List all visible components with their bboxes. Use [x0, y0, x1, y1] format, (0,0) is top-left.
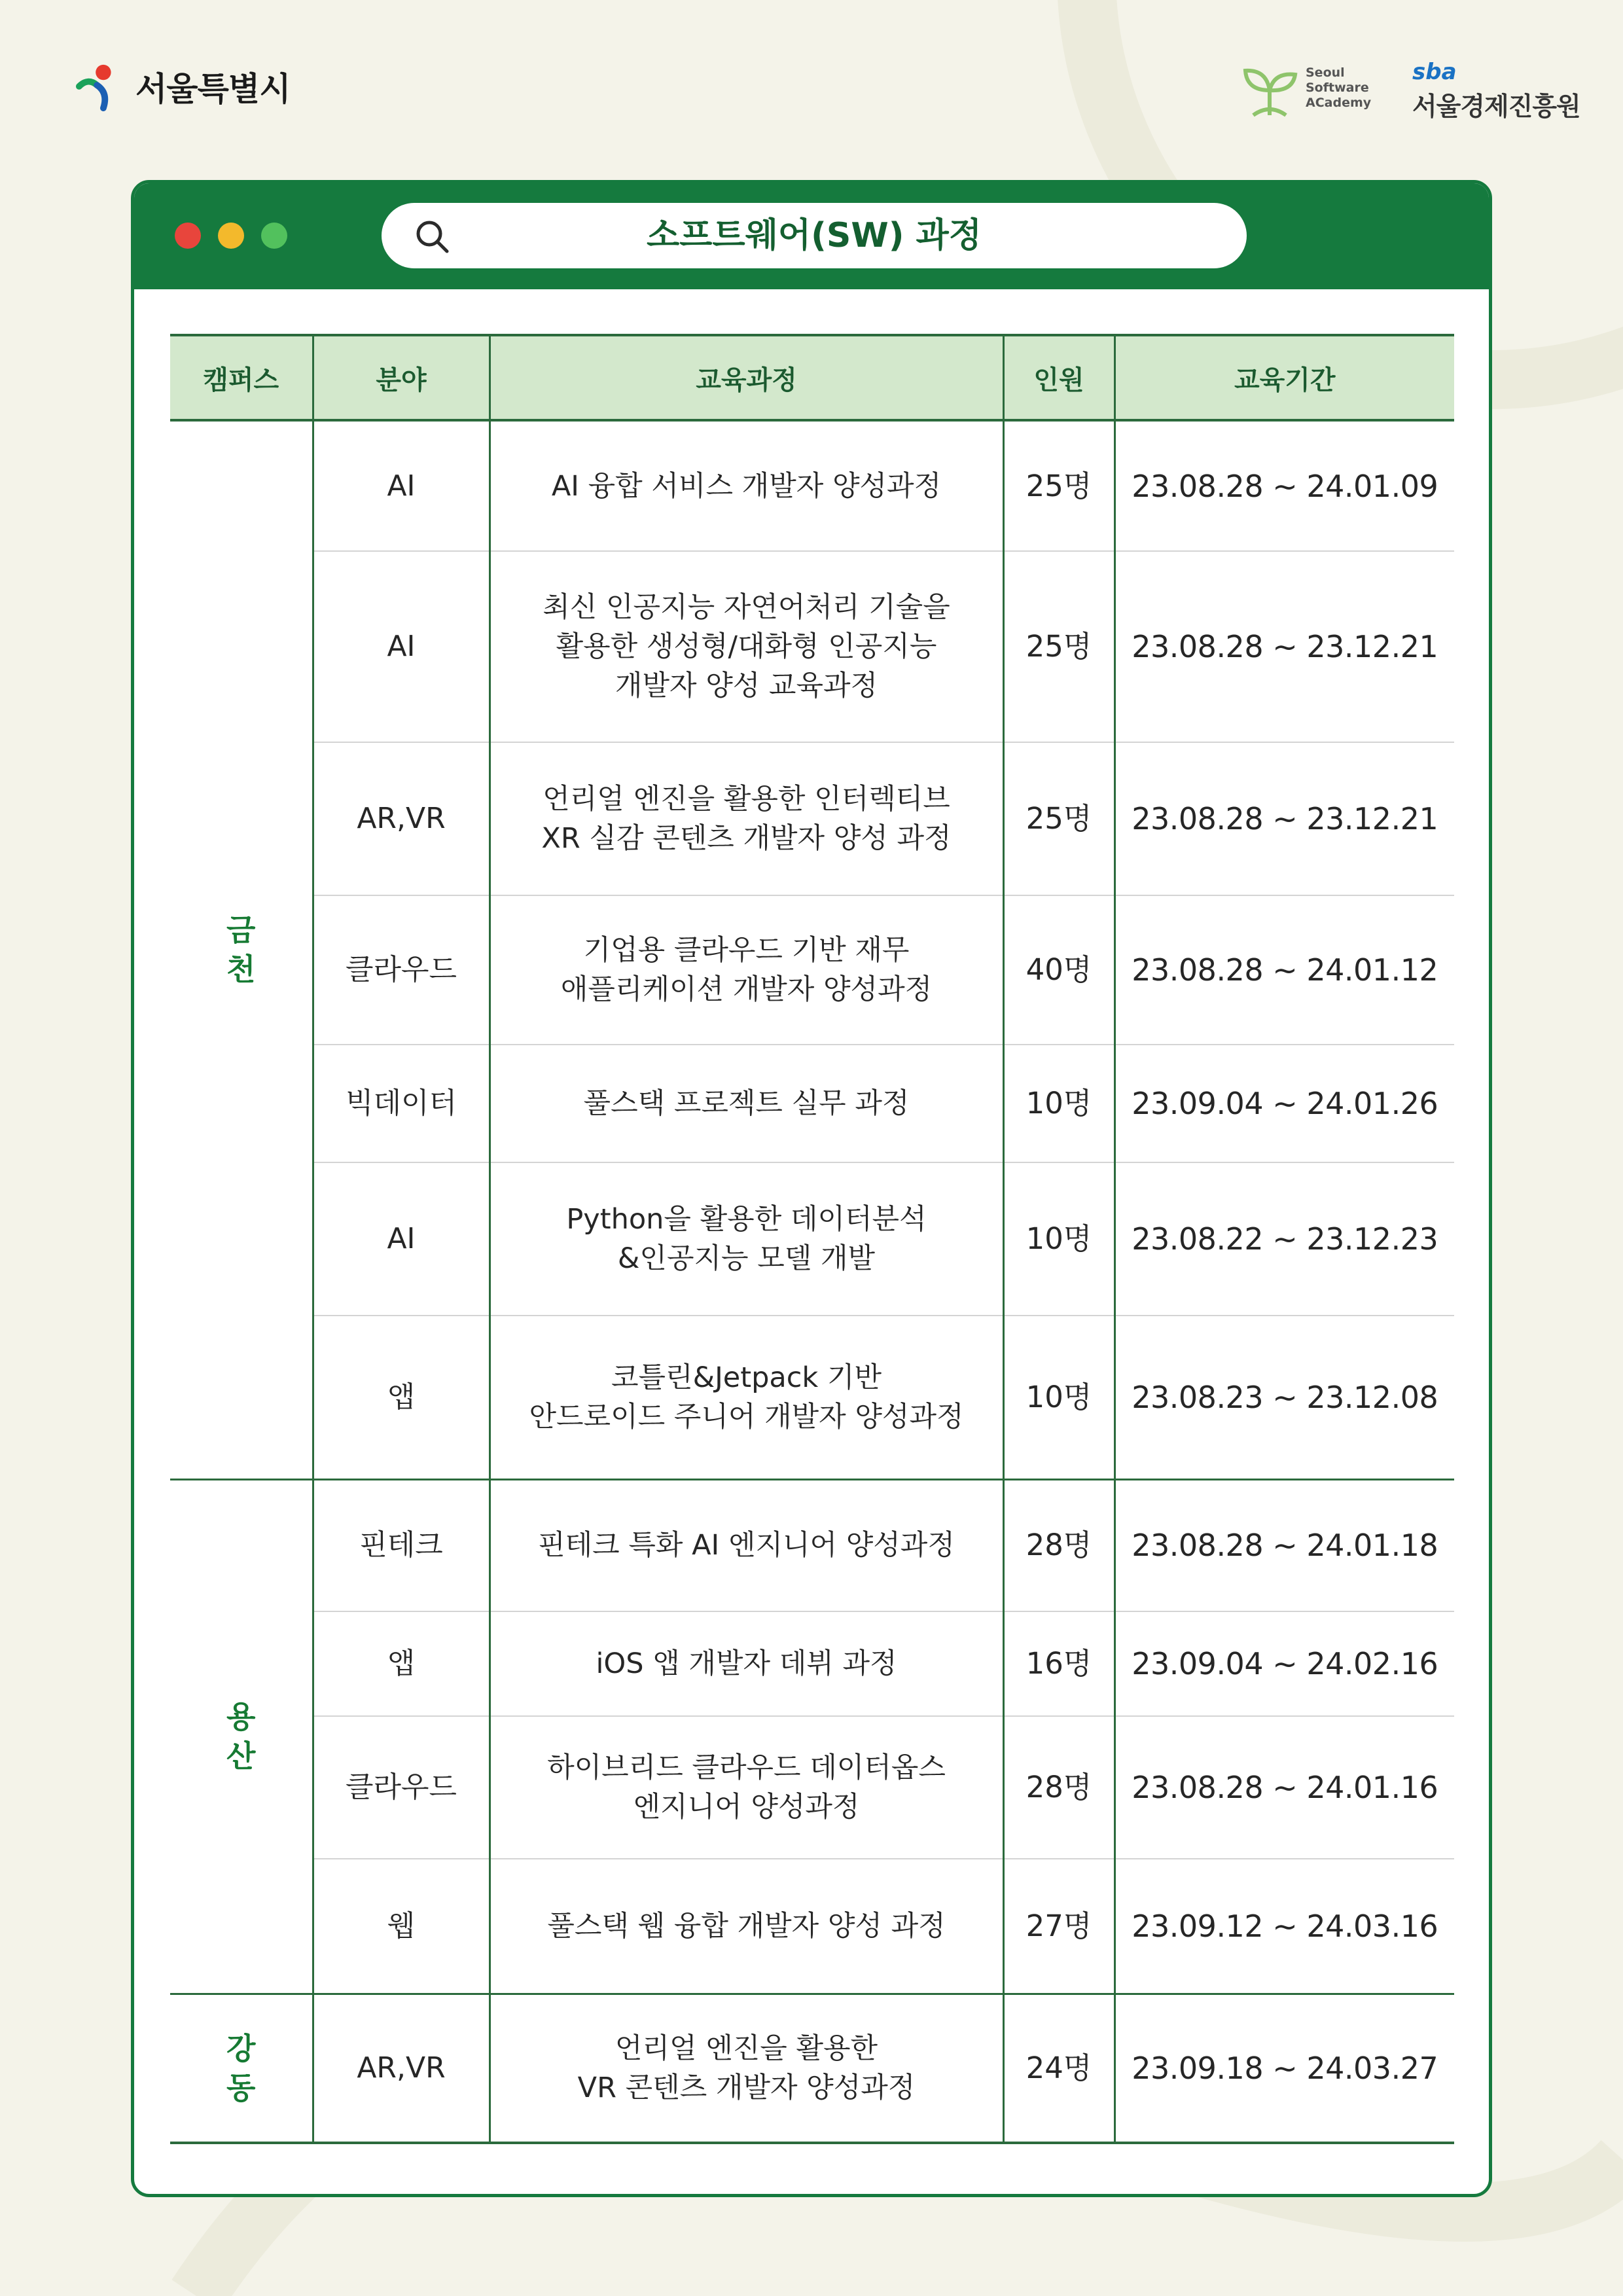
window-maximize-dot — [261, 223, 287, 249]
course-line: 엔지니어 양성과정 — [633, 1791, 860, 1823]
cell-period: 23.09.04 ~ 24.01.26 — [1115, 1045, 1454, 1162]
page-header — [0, 0, 1623, 170]
cell-field: 클라우드 — [313, 895, 490, 1045]
course-line: 기업용 클라우드 기반 재무 — [583, 934, 910, 967]
cell-count: 28명 — [1003, 1716, 1115, 1859]
cell-course — [490, 895, 1003, 1045]
cell-field: AI — [313, 1162, 490, 1316]
cell-course — [490, 420, 1003, 551]
table-row — [170, 1611, 1454, 1716]
table-row — [170, 1316, 1454, 1479]
cell-course — [490, 1479, 1003, 1611]
cell-field: AR,VR — [313, 1994, 490, 2143]
cell-period: 23.09.18 ~ 24.03.27 — [1115, 1994, 1454, 2143]
cell-course — [490, 1716, 1003, 1859]
table-row — [170, 551, 1454, 742]
course-line: 코틀린&Jetpack 기반 — [611, 1361, 882, 1394]
cell-course — [490, 1162, 1003, 1316]
cell-field: 클라우드 — [313, 1716, 490, 1859]
ssa-line-2: Software — [1306, 80, 1369, 95]
window-minimize-dot — [218, 223, 244, 249]
table-row — [170, 1162, 1454, 1316]
cell-field: 웹 — [313, 1859, 490, 1994]
table-header-row — [170, 335, 1454, 420]
table-row — [170, 1716, 1454, 1859]
table-body — [170, 420, 1454, 2143]
sba-logo — [1412, 60, 1580, 123]
cell-count: 10명 — [1003, 1316, 1115, 1479]
cell-course — [490, 1994, 1003, 2143]
cell-field: 핀테크 — [313, 1479, 490, 1611]
cell-field: AR,VR — [313, 742, 490, 895]
course-line: XR 실감 콘텐츠 개발자 양성 과정 — [541, 822, 952, 855]
table-row — [170, 420, 1454, 551]
course-line: 애플리케이션 개발자 양성과정 — [560, 973, 933, 1006]
seoul-logo-text: 서울특별시 — [135, 70, 291, 108]
header-count: 인원 — [1003, 335, 1115, 420]
course-line: VR 콘텐츠 개발자 양성과정 — [577, 2071, 916, 2104]
course-line: 활용한 생성형/대화형 인공지능 — [556, 630, 937, 663]
course-line: AI 융합 서비스 개발자 양성과정 — [551, 469, 942, 503]
seoul-logo — [75, 60, 291, 113]
cell-period: 23.08.28 ~ 24.01.09 — [1115, 420, 1454, 551]
ssa-logo-text — [1306, 65, 1371, 111]
course-window — [131, 180, 1492, 2197]
ssa-sprout-icon — [1240, 58, 1299, 118]
window-titlebar — [134, 183, 1489, 289]
cell-field: AI — [313, 551, 490, 742]
cell-count: 27명 — [1003, 1859, 1115, 1994]
cell-period: 23.08.28 ~ 24.01.12 — [1115, 895, 1454, 1045]
cell-field: AI — [313, 420, 490, 551]
course-table-wrapper — [170, 334, 1454, 2144]
table-row — [170, 1859, 1454, 1994]
cell-count: 16명 — [1003, 1611, 1115, 1716]
header-campus: 캠퍼스 — [170, 335, 313, 420]
course-line: 핀테크 특화 AI 엔지니어 양성과정 — [538, 1529, 955, 1562]
sba-logo-text: 서울경제진흥원 — [1412, 92, 1580, 122]
course-line: 개발자 양성 교육과정 — [615, 670, 878, 702]
cell-field: 앱 — [313, 1611, 490, 1716]
header-field: 분야 — [313, 335, 490, 420]
cell-period: 23.08.28 ~ 23.12.21 — [1115, 742, 1454, 895]
cell-course — [490, 742, 1003, 895]
course-line: Python을 활용한 데이터분석 — [566, 1203, 927, 1236]
cell-course — [490, 1045, 1003, 1162]
cell-campus: 강 동 — [170, 1994, 313, 2143]
table-row — [170, 1994, 1454, 2143]
cell-count: 24명 — [1003, 1994, 1115, 2143]
cell-period: 23.09.12 ~ 24.03.16 — [1115, 1859, 1454, 1994]
course-line: 언리얼 엔진을 활용한 — [615, 2032, 878, 2065]
cell-campus: 용 산 — [170, 1479, 313, 1994]
table-row — [170, 1479, 1454, 1611]
cell-count: 40명 — [1003, 895, 1115, 1045]
course-line: 풀스택 프로젝트 실무 과정 — [583, 1087, 910, 1120]
cell-field: 앱 — [313, 1316, 490, 1479]
search-bar — [382, 203, 1247, 268]
course-line: &인공지능 모델 개발 — [617, 1242, 876, 1275]
course-line: 최신 인공지능 자연어처리 기술을 — [543, 591, 950, 624]
cell-count: 25명 — [1003, 742, 1115, 895]
cell-field: 빅데이터 — [313, 1045, 490, 1162]
course-line: 하이브리드 클라우드 데이터옵스 — [547, 1751, 946, 1784]
course-line: 안드로이드 주니어 개발자 양성과정 — [529, 1400, 964, 1433]
cell-count: 25명 — [1003, 420, 1115, 551]
course-line: 언리얼 엔진을 활용한 인터렉티브 — [543, 783, 950, 816]
ssa-line-3: ACademy — [1306, 95, 1372, 110]
table-row — [170, 1045, 1454, 1162]
course-line: iOS 앱 개발자 데뷔 과정 — [596, 1647, 897, 1680]
cell-course — [490, 1859, 1003, 1994]
cell-campus: 금 천 — [170, 420, 313, 1479]
cell-course — [490, 1611, 1003, 1716]
table-row — [170, 742, 1454, 895]
ssa-logo — [1240, 58, 1371, 118]
page-title: 소프트웨어(SW) 과정 — [646, 216, 982, 255]
course-line: 풀스택 웹 융합 개발자 양성 과정 — [547, 1909, 946, 1943]
course-table — [170, 334, 1454, 2144]
header-course: 교육과정 — [490, 335, 1003, 420]
cell-count: 10명 — [1003, 1162, 1115, 1316]
cell-count: 25명 — [1003, 551, 1115, 742]
cell-course — [490, 1316, 1003, 1479]
sba-logo-mark: sba — [1412, 59, 1457, 85]
ssa-line-1: Seoul — [1306, 65, 1345, 80]
cell-course — [490, 551, 1003, 742]
table-row — [170, 895, 1454, 1045]
cell-period: 23.08.23 ~ 23.12.08 — [1115, 1316, 1454, 1479]
window-close-dot — [175, 223, 201, 249]
cell-period: 23.08.28 ~ 23.12.21 — [1115, 551, 1454, 742]
cell-period: 23.08.22 ~ 23.12.23 — [1115, 1162, 1454, 1316]
header-period: 교육기간 — [1115, 335, 1454, 420]
cell-count: 28명 — [1003, 1479, 1115, 1611]
cell-period: 23.09.04 ~ 24.02.16 — [1115, 1611, 1454, 1716]
cell-period: 23.08.28 ~ 24.01.18 — [1115, 1479, 1454, 1611]
cell-period: 23.08.28 ~ 24.01.16 — [1115, 1716, 1454, 1859]
seoul-emblem-icon — [75, 60, 126, 113]
cell-count: 10명 — [1003, 1045, 1115, 1162]
